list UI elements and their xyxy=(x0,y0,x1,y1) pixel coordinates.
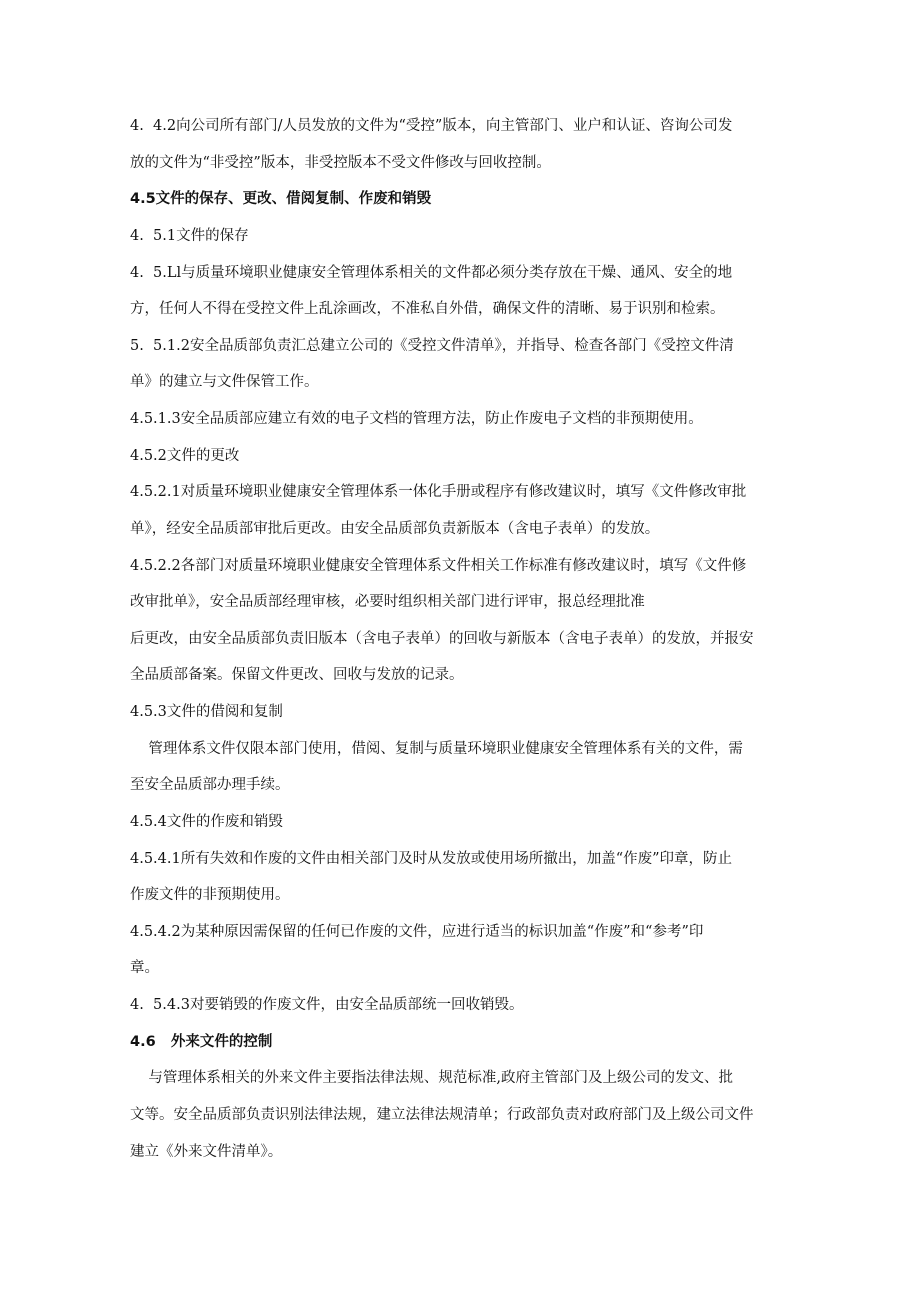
text-line: 作废文件的非预期使用。 xyxy=(130,887,290,903)
text-line-4-5-3-body: 管理体系文件仅限本部门使用，借阅、复制与质量环境职业健康安全管理体系有关的文件，需 xyxy=(130,741,743,757)
text-line: 单》，经安全品质部审批后更改。由安全品质部负责新版本（含电子表单）的发放。 xyxy=(130,521,660,537)
text-line-4-5-1-3: 4.5.1.3安全品质部应建立有效的电子文档的管理方法，防止作废电子文档的非预期使用。 xyxy=(130,411,703,427)
text-line: 全品质部备案。保留文件更改、回收与发放的记录。 xyxy=(130,667,464,683)
text-line-4-5-4-2: 4.5.4.2为某种原因需保留的任何已作废的文件，应进行适当的标识加盖“作废”和“参考”印 xyxy=(130,924,704,940)
text-line: 单》的建立与文件保管工作。 xyxy=(130,374,319,390)
text-line-4-5-1-2: 5. 5.1.2安全品质部负责汇总建立公司的《受控文件清单》，并指导、检查各部门《受控文件清 xyxy=(130,338,734,354)
section-heading-4-5: 4.5文件的保存、更改、借阅复制、作废和销毁 xyxy=(130,191,432,207)
text-line-4-4-2: 4. 4.2向公司所有部门/人员发放的文件为“受控”版本，向主管部门、业户和认证、咨询公司发 xyxy=(130,118,733,134)
text-line: 改审批单》，安全品质部经理审核，必要时组织相关部门进行评审，报总经理批准 xyxy=(130,594,645,610)
text-line-4-5-1-1: 4. 5.Ll与质量环境职业健康安全管理体系相关的文件都必须分类存放在干燥、通风、安全的地 xyxy=(130,265,733,281)
text-line: 后更改，由安全品质部负责旧版本（含电子表单）的回收与新版本（含电子表单）的发放，并报安 xyxy=(130,631,754,647)
text-line: 方，任何人不得在受控文件上乱涂画改，不准私自外借，确保文件的清晰、易于识别和检索。 xyxy=(130,301,725,317)
text-line: 文等。安全品质部负责识别法律法规，建立法律法规清单；行政部负责对政府部门及上级公司文件 xyxy=(130,1107,754,1123)
section-heading-4-6: 4.6 外来文件的控制 xyxy=(130,1034,273,1050)
text-line: 建立《外来文件清单》。 xyxy=(130,1144,283,1160)
text-line-4-5-4-1: 4.5.4.1所有失效和作废的文件由相关部门及时从发放或使用场所撤出，加盖“作废”印章，防止 xyxy=(130,851,733,867)
text-line-4-5-2-1: 4.5.2.1对质量环境职业健康安全管理体系一体化手册或程序有修改建议时，填写《文件修改审批 xyxy=(130,484,747,500)
text-line-4-5-2-2: 4.5.2.2各部门对质量环境职业健康安全管理体系文件相关工作标准有修改建议时，填写《文件修 xyxy=(130,558,747,574)
text-line-4-6-body: 与管理体系相关的外来文件主要指法律法规、规范标准,政府主管部门及上级公司的发文、批 xyxy=(130,1070,734,1086)
subsection-heading-4-5-4: 4.5.4文件的作废和销毁 xyxy=(130,814,283,830)
subsection-heading-4-5-2: 4.5.2文件的更改 xyxy=(130,448,240,464)
text-line: 放的文件为“非受控”版本，非受控版本不受文件修改与回收控制。 xyxy=(130,155,551,171)
subsection-heading-4-5-1: 4. 5.1文件的保存 xyxy=(130,228,249,244)
text-line-4-5-4-3: 4. 5.4.3对要销毁的作废文件，由安全品质部统一回收销毁。 xyxy=(130,997,524,1013)
text-line: 章。 xyxy=(130,960,159,976)
subsection-heading-4-5-3: 4.5.3文件的借阅和复制 xyxy=(130,704,283,720)
text-line: 至安全品质部办理手续。 xyxy=(130,777,290,793)
